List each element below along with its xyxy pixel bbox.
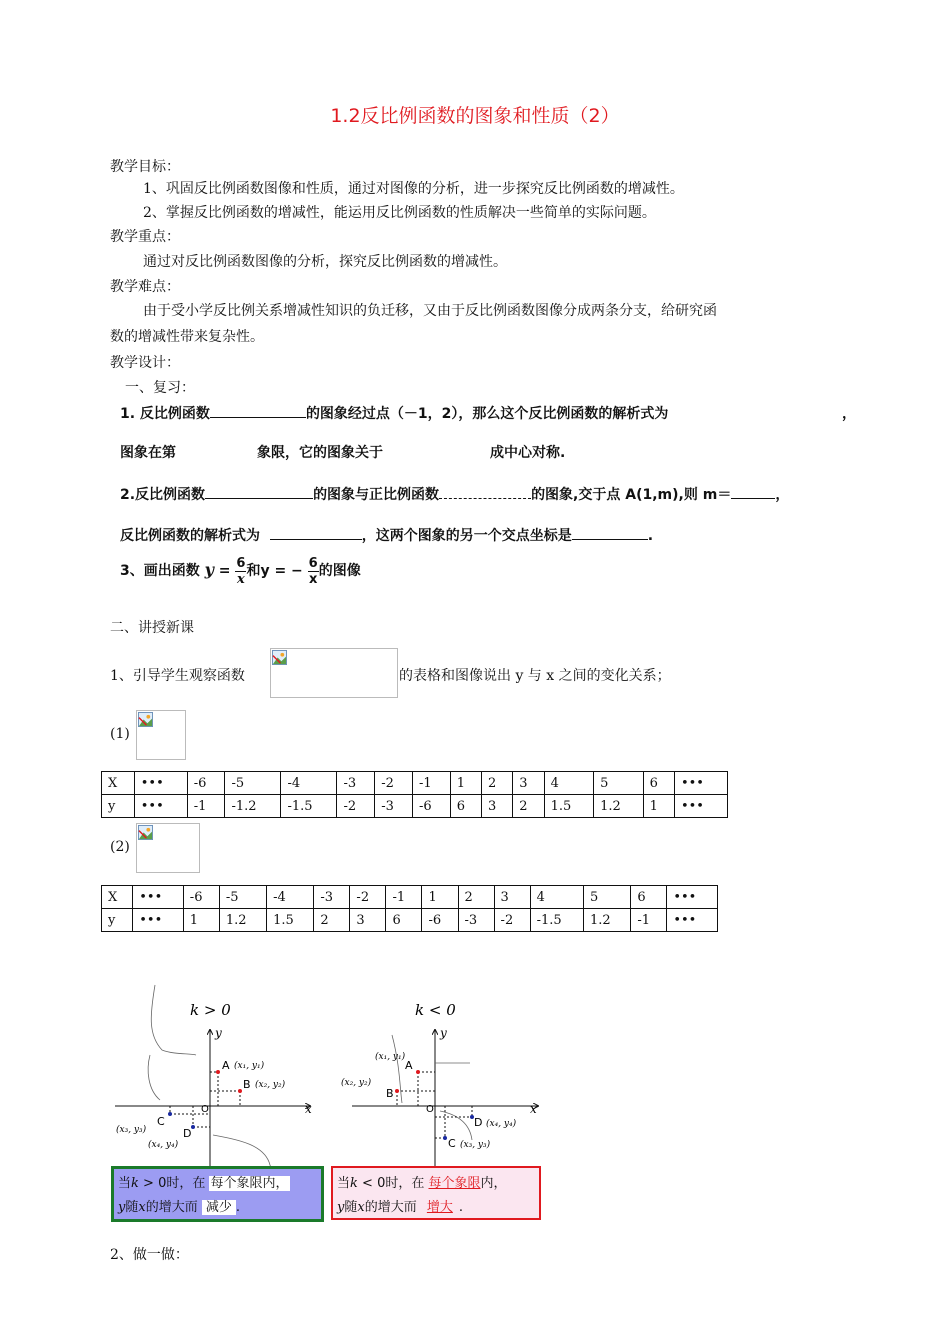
right-y-label: y xyxy=(440,1026,447,1040)
table-cell: 1 xyxy=(422,886,458,909)
table-cell: y xyxy=(102,795,135,818)
table-cell: -4 xyxy=(267,886,314,909)
step-2: 2、做一做： xyxy=(110,1247,189,1263)
q1-part-e: 象限，它的图象关于 xyxy=(257,445,383,461)
left-point-c-coord: (x₃, y₃) xyxy=(116,1125,147,1135)
left-curve-branch-2 xyxy=(148,1055,160,1100)
table-cell: -1.5 xyxy=(530,909,583,932)
point-c xyxy=(168,1112,172,1116)
table-cell: 6 xyxy=(631,886,667,909)
blank xyxy=(439,486,531,499)
q1-part-d: 图象在第 xyxy=(120,445,176,461)
blank xyxy=(731,486,775,499)
table-cell: -2 xyxy=(375,772,413,795)
q3-y: y xyxy=(204,560,214,579)
text: > 0时，在 xyxy=(138,1176,206,1191)
broken-image-function xyxy=(270,648,398,698)
conclusion-box-k-positive xyxy=(111,1166,324,1222)
x-symbol: x xyxy=(138,1200,146,1215)
conclusion-line-2 xyxy=(337,1196,463,1215)
right-point-a-label: A xyxy=(405,1059,413,1072)
answer-decrease: 减少 xyxy=(202,1200,236,1215)
point-d xyxy=(191,1125,195,1129)
table-cell: 2 xyxy=(482,772,513,795)
table-cell: 6 xyxy=(386,909,422,932)
key-heading: 教学重点： xyxy=(110,229,180,245)
q1-part-b: 的图象经过点（－1，2），那么这个反比例函数的解析式为 xyxy=(305,406,669,422)
table-cell: -6 xyxy=(187,772,225,795)
table-cell: 2 xyxy=(314,909,350,932)
table-cell: -6 xyxy=(183,886,219,909)
table-cell: 1.2 xyxy=(219,909,266,932)
table-row-y xyxy=(102,909,718,932)
table-cell: 3 xyxy=(482,795,513,818)
q2-part-a: 2.反比例函数 xyxy=(120,487,206,503)
design-heading: 教学设计： xyxy=(110,355,180,371)
broken-image-icon xyxy=(138,712,153,727)
new-lesson-heading: 二、讲授新课 xyxy=(110,620,194,636)
left-curve-branch-1 xyxy=(151,985,196,1055)
step-1-part-b: 的表格和图像说出 y 与 x 之间的变化关系； xyxy=(399,668,671,684)
table-cell: -3 xyxy=(314,886,350,909)
table-cell: 6 xyxy=(450,795,481,818)
q1-part-c: ， xyxy=(842,406,856,422)
fraction xyxy=(308,556,319,587)
right-point-c-label: C xyxy=(448,1137,456,1150)
fraction-numerator: 6 xyxy=(236,555,246,571)
table-cell: y xyxy=(102,909,133,932)
table-cell: 2 xyxy=(458,886,494,909)
label-2: (2) xyxy=(110,839,130,855)
table-cell: -3 xyxy=(458,909,494,932)
table-cell: 5 xyxy=(584,886,631,909)
blank xyxy=(210,405,306,418)
table-row-x xyxy=(102,886,718,909)
left-origin: O xyxy=(201,1104,209,1115)
values-table-2 xyxy=(101,885,718,932)
q3-and: 和y = − xyxy=(246,563,303,579)
table-cell: -3 xyxy=(375,795,413,818)
conclusion-line-1 xyxy=(118,1172,290,1191)
text: 随 xyxy=(344,1200,358,1215)
k-symbol: k xyxy=(131,1176,139,1191)
point-a xyxy=(216,1070,220,1074)
q2-part-f: ，这两个图象的另一个交点坐标是 xyxy=(361,528,572,544)
left-y-label: y xyxy=(215,1026,222,1040)
right-x-label: x xyxy=(530,1102,537,1116)
right-point-c-coord: (x₃, y₃) xyxy=(460,1140,491,1150)
table-cell: ••• xyxy=(133,886,184,909)
text: 内， xyxy=(480,1176,507,1191)
text: . xyxy=(458,1200,464,1215)
table-cell: ••• xyxy=(674,795,727,818)
table-cell: 3 xyxy=(350,909,386,932)
right-point-b-label: B xyxy=(386,1087,394,1100)
table-cell: 6 xyxy=(643,772,674,795)
left-point-d-coord: (x₄, y₄) xyxy=(148,1140,179,1150)
left-point-d-label: D xyxy=(183,1127,192,1140)
broken-image-2 xyxy=(136,823,200,873)
blank xyxy=(572,527,648,540)
table-cell: ••• xyxy=(667,886,718,909)
table-cell: ••• xyxy=(133,909,184,932)
q1-part-a: 1. 反比例函数 xyxy=(120,406,210,422)
table-cell: -1 xyxy=(386,886,422,909)
left-x-label: x xyxy=(305,1102,312,1116)
table-cell: 1 xyxy=(643,795,674,818)
q1-part-f: 成中心对称. xyxy=(490,445,566,461)
table-row-y xyxy=(102,795,728,818)
text: 的增大而 xyxy=(364,1200,417,1215)
goals-heading: 教学目标： xyxy=(110,159,180,175)
hard-text-2: 数的增减性带来复杂性。 xyxy=(110,329,264,345)
q2-part-e: 反比例函数的解析式为 xyxy=(120,528,260,544)
conclusion-box-k-negative xyxy=(331,1166,541,1220)
table-cell: -1 xyxy=(412,772,450,795)
text: 随 xyxy=(125,1200,139,1215)
table-cell: -2 xyxy=(337,795,375,818)
table-cell: -1 xyxy=(631,909,667,932)
q3-part-a: 3、画出函数 xyxy=(120,563,200,579)
right-point-d-coord: (x₄, y₄) xyxy=(486,1119,517,1129)
question-3 xyxy=(120,550,361,591)
table-cell: 3 xyxy=(513,772,544,795)
left-point-b-label: B xyxy=(243,1078,251,1091)
right-point-d-label: D xyxy=(474,1116,483,1129)
left-point-c-label: C xyxy=(157,1115,165,1128)
hard-heading: 教学难点： xyxy=(110,279,180,295)
text: 当 xyxy=(118,1176,132,1191)
page-title: 1.2反比例函数的图象和性质（2） xyxy=(330,105,620,127)
question-2-line-2 xyxy=(120,525,653,545)
broken-image-icon xyxy=(138,825,153,840)
text: 当 xyxy=(337,1176,351,1191)
k-symbol: k xyxy=(350,1176,358,1191)
table-cell: -1.2 xyxy=(225,795,281,818)
values-table-1 xyxy=(101,771,728,818)
table-cell: 1.5 xyxy=(267,909,314,932)
right-point-b-coord: (x₂, y₂) xyxy=(341,1078,372,1088)
question-1-line-1 xyxy=(120,403,668,423)
answer-each-quadrant: 每个象限内， xyxy=(210,1176,289,1191)
q2-part-g: . xyxy=(647,528,654,544)
hard-text-1: 由于受小学反比例关系增减性知识的负迁移，又由于反比例函数图像分成两条分支，给研究函 xyxy=(143,303,717,319)
text: . xyxy=(235,1200,241,1215)
table-cell: -2 xyxy=(350,886,386,909)
table-cell: -4 xyxy=(281,772,337,795)
table-cell: -3 xyxy=(337,772,375,795)
left-point-a-coord: (x₁, y₁) xyxy=(234,1061,265,1071)
fraction-denominator: x xyxy=(309,571,318,587)
broken-image-icon xyxy=(272,650,287,665)
q2-part-d: ， xyxy=(775,487,790,503)
right-graph-title: k < 0 xyxy=(415,1001,456,1019)
conclusion-line-1 xyxy=(337,1172,507,1191)
point-c xyxy=(443,1136,447,1140)
y-symbol: y xyxy=(118,1200,126,1215)
point-b xyxy=(395,1089,399,1093)
table-cell: ••• xyxy=(674,772,727,795)
table-cell: X xyxy=(102,772,135,795)
table-cell: ••• xyxy=(134,795,187,818)
key-text: 通过对反比例函数图像的分析，探究反比例函数的增减性。 xyxy=(143,254,507,270)
left-point-a-label: A xyxy=(222,1059,230,1072)
x-symbol: x xyxy=(357,1200,365,1215)
text: 的增大而 xyxy=(145,1200,198,1215)
table-cell: -6 xyxy=(422,909,458,932)
label-1: (1) xyxy=(110,726,130,742)
fraction-numerator: 6 xyxy=(308,555,318,571)
table-cell: 5 xyxy=(594,772,644,795)
table-cell: -6 xyxy=(412,795,450,818)
blank xyxy=(205,486,313,499)
fraction xyxy=(235,556,246,587)
goal-1: 1、巩固反比例函数图像和性质，通过对图像的分析，进一步探究反比例函数的增减性。 xyxy=(143,181,684,197)
right-origin: O xyxy=(426,1104,434,1115)
broken-image-1 xyxy=(136,710,186,760)
table-cell: ••• xyxy=(667,909,718,932)
step-1-part-a: 1、引导学生观察函数 xyxy=(110,668,245,684)
goal-2: 2、掌握反比例函数的增减性，能运用反比例函数的性质解决一些简单的实际问题。 xyxy=(143,205,656,221)
answer-each-quadrant: 每个象限 xyxy=(428,1176,481,1191)
point-a xyxy=(416,1070,420,1074)
q3-part-b: 的图像 xyxy=(318,563,361,579)
table-cell: 2 xyxy=(513,795,544,818)
table-cell: 4 xyxy=(544,772,594,795)
question-2-line-1 xyxy=(120,484,789,504)
text: < 0时，在 xyxy=(357,1176,425,1191)
q2-part-c: 的图象,交于点 A(1,m),则 m＝ xyxy=(531,487,732,503)
right-point-a-coord: (x₁, y₁) xyxy=(375,1052,406,1062)
table-cell: -2 xyxy=(494,909,530,932)
y-symbol: y xyxy=(337,1200,345,1215)
answer-increase: 增大 xyxy=(426,1200,453,1215)
conclusion-line-2 xyxy=(118,1196,240,1215)
review-heading: 一、复习： xyxy=(125,380,195,396)
table-cell: 1 xyxy=(450,772,481,795)
table-cell: -5 xyxy=(225,772,281,795)
left-graph-title: k > 0 xyxy=(190,1001,231,1019)
blank xyxy=(270,527,362,540)
table-cell: 1.2 xyxy=(584,909,631,932)
point-b xyxy=(238,1089,242,1093)
table-cell: -1 xyxy=(187,795,225,818)
table-cell: 1.5 xyxy=(544,795,594,818)
table-cell: ••• xyxy=(134,772,187,795)
fraction-denominator: x xyxy=(237,571,245,587)
q3-eq: = xyxy=(218,563,231,579)
left-point-b-coord: (x₂, y₂) xyxy=(255,1080,286,1090)
table-cell: 1.2 xyxy=(594,795,644,818)
table-row-x xyxy=(102,772,728,795)
table-cell: 1 xyxy=(183,909,219,932)
q2-part-b: 的图象与正比例函数 xyxy=(313,487,440,503)
table-cell: X xyxy=(102,886,133,909)
table-cell: 3 xyxy=(494,886,530,909)
table-cell: -1.5 xyxy=(281,795,337,818)
table-cell: 4 xyxy=(530,886,583,909)
table-cell: -5 xyxy=(219,886,266,909)
